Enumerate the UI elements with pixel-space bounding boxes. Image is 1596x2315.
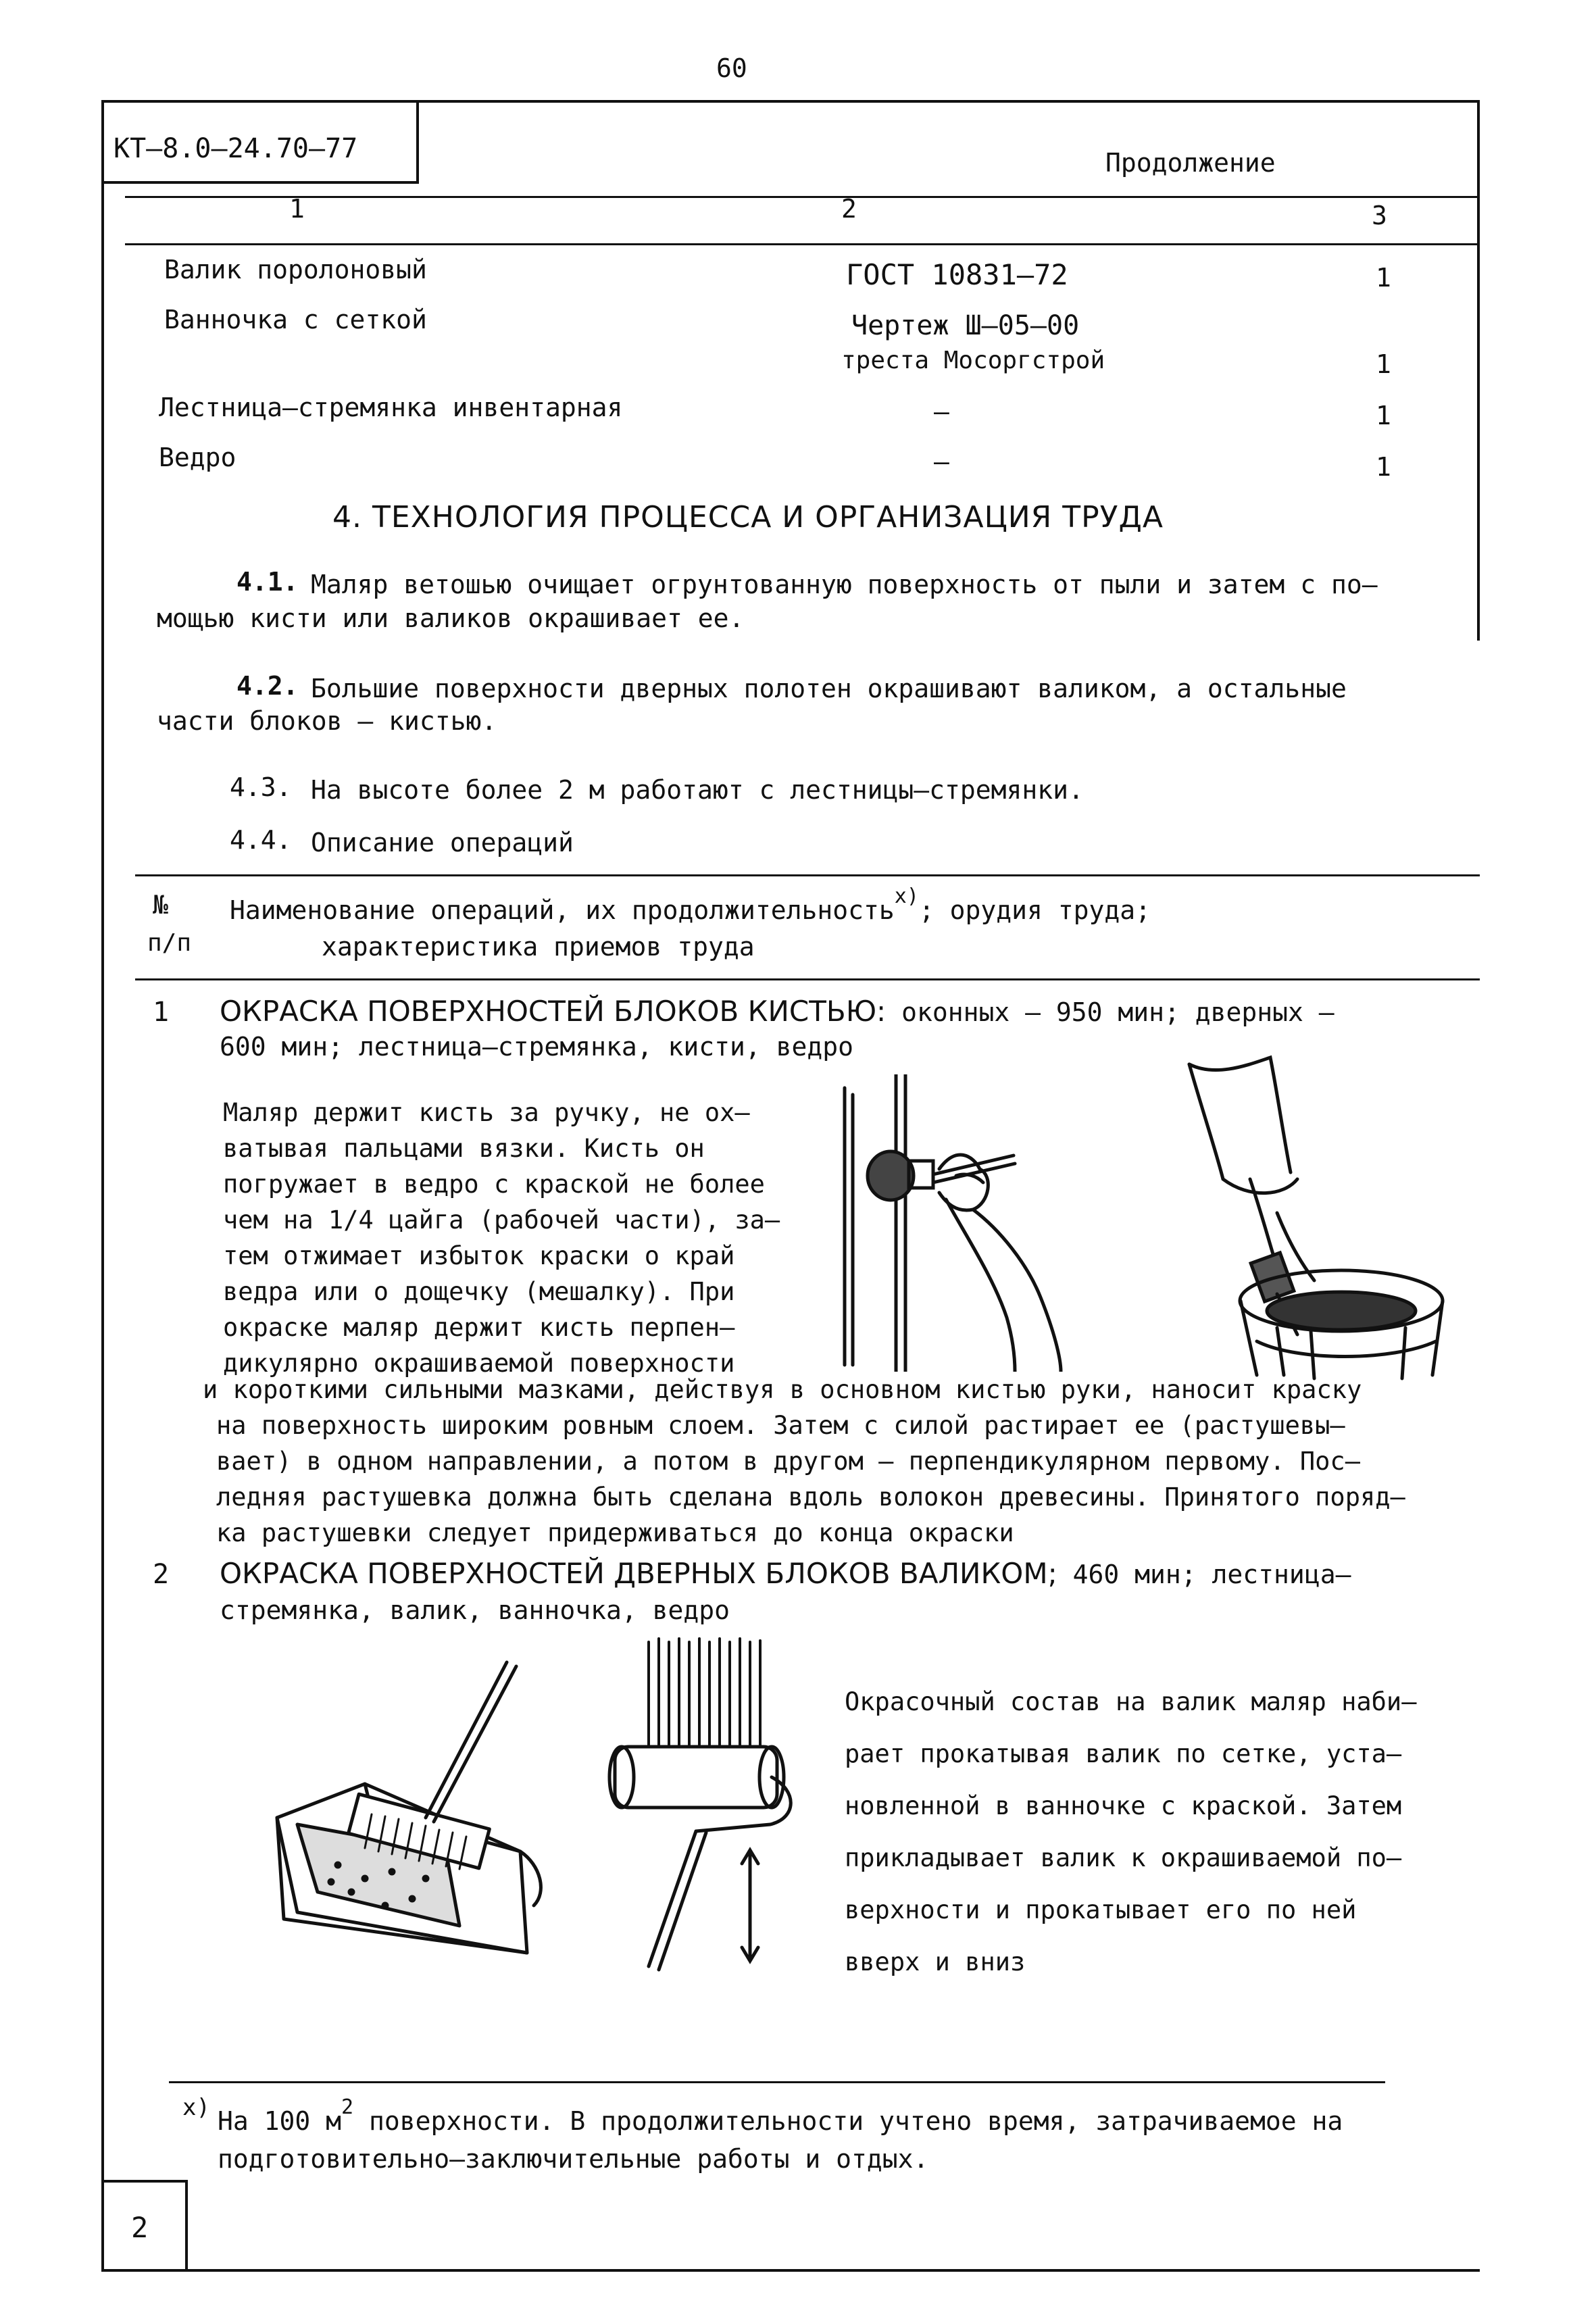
text-line: и короткими сильными мазками, действуя в основном кистью руки, наносит краску — [203, 1375, 1362, 1404]
operation-title-rest: 460 мин; лестница– — [1072, 1560, 1351, 1589]
equipment-standard: – — [934, 447, 949, 476]
ops-table-rule-top — [135, 874, 1480, 876]
roller-tray-illustration — [257, 1649, 608, 1973]
footnote-line-1 — [218, 2095, 1343, 2136]
text-line: прикладывает валик к окрашиваемой по– — [845, 1843, 1402, 1872]
text-line: ведра или о дощечку (мешалку). При — [223, 1277, 735, 1306]
text-line: Маляр держит кисть за ручку, не ох– — [223, 1098, 750, 1127]
text-line: верхности и прокатывает его по ней — [845, 1895, 1357, 1924]
brush-bucket-illustration — [1176, 1044, 1480, 1382]
paragraph-number: 4.2. — [236, 671, 299, 701]
equipment-name: Ванночка с сеткой — [164, 305, 427, 334]
col-name-label-2: характеристика приемов труда — [322, 932, 755, 962]
paragraph-number: 4.1. — [236, 567, 299, 597]
page-number: 60 — [716, 53, 747, 83]
text-line: новленной в ванночке с краской. Затем — [845, 1791, 1402, 1820]
text-line: ватывая пальцами вязки. Кисть он — [223, 1134, 705, 1163]
equipment-standard: Чертеж Ш–05–00 — [851, 310, 1080, 341]
paragraph-number: 4.4. — [230, 825, 292, 855]
text-line: чем на 1/4 цайга (рабочей части), за– — [223, 1205, 780, 1235]
equipment-qty: 1 — [1376, 263, 1391, 293]
footnote-text-b: поверхности. В продолжительности учтено время, затрачиваемое на — [353, 2106, 1343, 2136]
equipment-qty: 1 — [1376, 349, 1391, 379]
text-line: ка растушевки следует придерживаться до конца окраски — [216, 1518, 1014, 1547]
text-line: тем отжимает избыток краски о край — [223, 1241, 735, 1270]
sheet-number: 2 — [131, 2211, 149, 2244]
footnote-superscript: 2 — [341, 2095, 354, 2119]
operation-tools: стремянка, валик, ванночка, ведро — [220, 1595, 730, 1625]
operation-number: 1 — [153, 997, 170, 1028]
sheet-number-box — [101, 2180, 188, 2272]
col-2-header: 2 — [841, 194, 857, 224]
text-line: на поверхность широким ровным слоем. Затем с силой растирает ее (растушевы– — [216, 1411, 1345, 1440]
paragraph-text: Большие поверхности дверных полотен окрашивают валиком, а остальные — [311, 674, 1347, 703]
col-number-label-2: п/п — [147, 929, 192, 957]
operation-title-rest: оконных – 950 мин; дверных – — [901, 997, 1335, 1027]
paragraph-text: Маляр ветошью очищает огрунтованную поверхность от пыли и затем с по– — [311, 570, 1378, 599]
frame-left — [101, 100, 104, 2272]
equipment-standard-line2: треста Мосоргстрой — [841, 347, 1105, 374]
doc-code: КТ–8.0–24.70–77 — [114, 133, 358, 164]
operation-title — [220, 1557, 1351, 1590]
op2-side-text — [845, 1676, 1473, 1988]
header-rule-top — [125, 196, 1480, 198]
col-3-header: 3 — [1372, 201, 1387, 230]
text-line: Окрасочный состав на валик маляр наби– — [845, 1687, 1417, 1716]
text-line: рает прокатывая валик по сетке, уста– — [845, 1739, 1402, 1768]
text-line: вает) в одном направлении, а потом в другом – перпендикулярном первому. Пос– — [216, 1447, 1360, 1476]
text-line: ледняя растушевка должна быть сделана вдоль волокон древесины. Принятого поряд– — [216, 1483, 1405, 1512]
text-line: дикулярно окрашиваемой поверхности — [223, 1349, 735, 1378]
operation-number: 2 — [153, 1559, 170, 1590]
paragraph-number: 4.3. — [230, 772, 292, 802]
col-1-header: 1 — [289, 194, 305, 224]
doc-code-box — [101, 100, 419, 184]
continuation-label: Продолжение — [1105, 148, 1276, 178]
frame-bottom — [101, 2269, 1480, 2272]
footnote-rule — [169, 2081, 1385, 2083]
equipment-standard: – — [934, 397, 949, 426]
frame-right — [1477, 100, 1480, 641]
ops-table-rule-bottom — [135, 978, 1480, 980]
equipment-standard: ГОСТ 10831–72 — [846, 258, 1068, 291]
paragraph-text: мощью кисти или валиков окрашивает ее. — [157, 603, 745, 633]
paragraph-text: части блоков – кистью. — [157, 706, 497, 736]
roller-illustration — [595, 1635, 818, 1987]
footnote-line-2: подготовительно–заключительные работы и отдых. — [218, 2144, 929, 2174]
op1-narrow-text — [223, 1095, 831, 1381]
col-name-label — [230, 885, 1151, 925]
equipment-qty: 1 — [1376, 401, 1391, 430]
operation-title — [220, 997, 1335, 1026]
footnote-text-a: На 100 м — [218, 2106, 342, 2136]
text-line: погружает в ведро с краской не более — [223, 1170, 765, 1199]
footnote-mark: х) — [182, 2094, 210, 2121]
brush-painting-illustration — [838, 1074, 1176, 1372]
header-rule-bottom — [125, 243, 1480, 245]
operation-title-caps: ОКРАСКА ПОВЕРХНОСТЕЙ ДВЕРНЫХ БЛОКОВ ВАЛИКОМ; — [220, 1557, 1057, 1590]
op1-wide-text — [203, 1372, 1473, 1551]
operation-tools: 600 мин; лестница–стремянка, кисти, ведро — [220, 1032, 853, 1062]
col-name-footnote-mark: х) — [894, 885, 919, 908]
col-number-label: № — [153, 890, 168, 920]
text-line: окраске маляр держит кисть перпен– — [223, 1313, 735, 1342]
section-heading: 4. ТЕХНОЛОГИЯ ПРОЦЕССА И ОРГАНИЗАЦИЯ ТРУДА — [332, 500, 1164, 534]
equipment-qty: 1 — [1376, 452, 1391, 482]
paragraph-text: Описание операций — [311, 828, 574, 857]
col-name-tools: ; орудия труда; — [918, 895, 1151, 925]
equipment-name: Валик поролоновый — [164, 255, 427, 284]
paragraph-text: На высоте более 2 м работают с лестницы–стремянки. — [311, 775, 1084, 805]
operation-title-caps: ОКРАСКА ПОВЕРХНОСТЕЙ БЛОКОВ КИСТЬЮ: — [220, 995, 887, 1028]
equipment-name: Лестница–стремянка инвентарная — [159, 393, 623, 422]
equipment-name: Ведро — [159, 443, 236, 472]
col-name-text: Наименование операций, их продолжительность — [230, 895, 895, 925]
text-line: вверх и вниз — [845, 1947, 1026, 1976]
